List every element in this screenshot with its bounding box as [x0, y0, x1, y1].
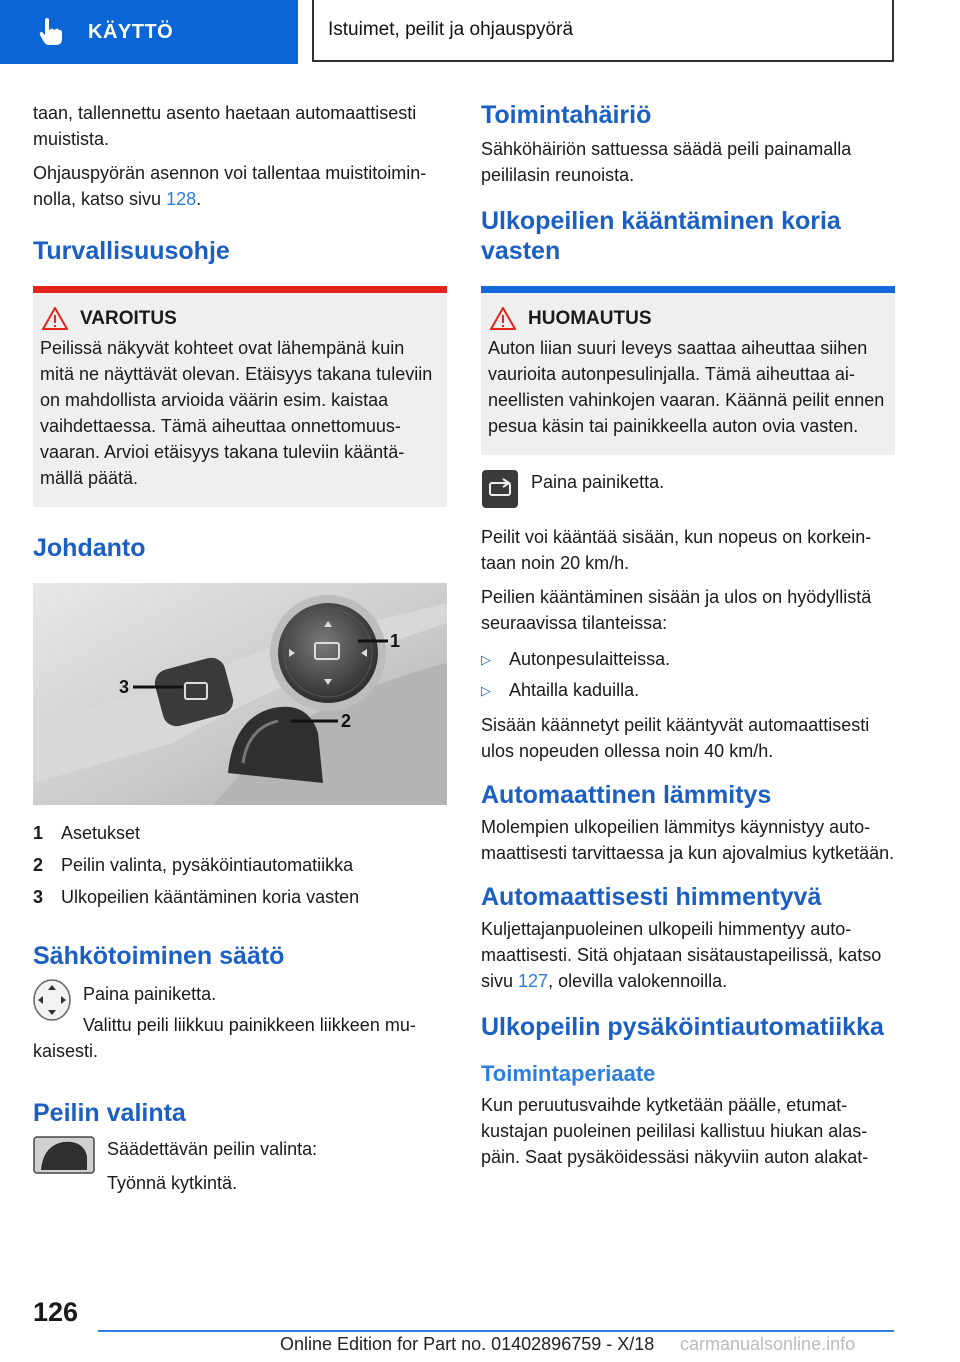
warning-text: Peilissä näkyvät kohteet ovat lähempänä kuin mitä ne näyttävät olevan. Etäisyys takana tuleviin on mahdollista arvioida väärin esim. kaistaa vaihdettaessa. Tämä aiheuttaa onnettomuusvaaran. Arvioi etäisyys takana tuleviin kääntämällä päätä. — [40, 338, 433, 488]
mirror-select-switch-icon — [33, 1136, 95, 1179]
fold-mirror-button-icon — [481, 469, 519, 514]
legend-item: 1 Asetukset — [33, 823, 141, 843]
warning-box — [33, 286, 447, 507]
page-link-127[interactable]: 127 — [518, 971, 549, 991]
parking-heading: Ulkopeilin pysäköintiautomatiikka — [481, 1013, 884, 1041]
notice-text: Auton liian suuri leveys saattaa aiheuttaa siihen vaurioita autonpesulinjalla. Tämä aiheuttaa aineellisten vahinkojen vaaran. Käännä peilit ennen pesua käsin tai painikkeella auton ovia vasten. — [488, 338, 885, 436]
fault-heading: Toimintahäiriö — [481, 101, 652, 129]
left-column — [33, 100, 447, 1204]
intro-paragraph-1: taan, tallennettu asento haetaan automaattisesti muistista. — [33, 103, 417, 149]
edition-text: Online Edition for Part no. 01402896759 - X/18 — [280, 1334, 655, 1354]
watermark-text: carmanualsonline.info — [680, 1334, 856, 1354]
triangle-bullet-icon: ▷ — [481, 652, 491, 667]
fold-usage-text: Peilien kääntäminen sisään ja ulos on hyödyllistä seuraavissa tilanteissa: — [481, 587, 872, 633]
fold-button-instruction: Paina painiketta. — [531, 472, 665, 492]
mirror-select-instruction: Työnnä kytkintä. — [107, 1173, 238, 1193]
intro-heading: Johdanto — [33, 534, 146, 562]
electric-adjust-text: Valittu peili liikkuu painikkeen liikkeen mukaisesti. — [33, 1015, 416, 1061]
mirror-select-text: Säädettävän peilin valinta: — [107, 1139, 318, 1159]
legend-item: 3 Ulkopeilien kääntäminen koria vasten — [33, 887, 360, 907]
warning-triangle-icon — [40, 307, 70, 331]
mirror-adjust-button-icon — [33, 979, 71, 1026]
principle-text: Kun peruutusvaihde kytketään päälle, etumatkustajan puoleinen peililasi kallistuu hiukan alaspäin. Saat pysäköidessäsi näkyviin auton alakat- — [481, 1095, 869, 1167]
warning-title: VAROITUS — [80, 308, 177, 329]
fault-text: Sähköhäiriön sattuessa säädä peili painamalla peililasin reunoista. — [481, 139, 852, 185]
page-number: 126 — [33, 1297, 79, 1327]
notice-triangle-icon — [488, 307, 518, 331]
heating-text: Molempien ulkopeilien lämmitys käynnistyy automaattisesti tarvittaessa ja kun ajovalmius kytketään. — [481, 817, 895, 863]
section-tab[interactable] — [0, 0, 298, 64]
list-item: ▷ Ahtailla kaduilla. — [481, 675, 895, 706]
dimming-text: Kuljettajanpuoleinen ulkopeili himmentyy automaattisesti. Sitä ohjataan sisätaustapeilissä, katso sivu 127, olevilla valokennoilla. — [481, 919, 882, 991]
principle-heading: Toimintaperiaate — [481, 1061, 656, 1086]
fold-auto-text: Sisään käännetyt peilit kääntyvät automaattisesti ulos nopeuden ollessa noin 40 km/h. — [481, 715, 870, 761]
mirror-control-photo — [33, 583, 447, 805]
callout-3: 3 — [119, 677, 130, 697]
callout-1: 1 — [390, 631, 401, 651]
triangle-bullet-icon: ▷ — [481, 683, 491, 698]
chapter-title: Istuimet, peilit ja ohjauspyörä — [328, 19, 574, 40]
notice-box — [481, 286, 895, 455]
section-title: KÄYTTÖ — [88, 20, 174, 43]
fold-heading: Ulkopeilien kääntäminen koria vasten — [481, 207, 841, 265]
page-link-128[interactable]: 128 — [166, 189, 197, 209]
intro-paragraph-2: Ohjauspyörän asennon voi tallentaa muistitoiminnolla, katso sivu 128. — [33, 163, 427, 209]
mirror-select-heading: Peilin valinta — [33, 1099, 186, 1127]
mirror-select-row — [33, 1136, 447, 1204]
fold-button-row — [481, 469, 895, 514]
notice-title: HUOMAUTUS — [528, 308, 652, 329]
dimming-heading: Automaattisesti himmentyvä — [481, 883, 822, 911]
right-column — [481, 100, 895, 1178]
pointing-hand-icon — [36, 17, 66, 47]
electric-adjust-instruction: Paina painiketta. — [83, 984, 217, 1004]
safety-heading: Turvallisuusohje — [33, 237, 230, 265]
fold-speed-text: Peilit voi kääntää sisään, kun nopeus on korkeintaan noin 20 km/h. — [481, 527, 872, 573]
electric-adjust-heading: Sähkötoiminen säätö — [33, 942, 285, 970]
legend-list — [33, 817, 447, 913]
callout-2: 2 — [341, 711, 352, 731]
footer-divider — [98, 1330, 894, 1332]
fold-usage-list — [481, 644, 895, 706]
chapter-tab[interactable] — [312, 0, 894, 62]
heating-heading: Automaattinen lämmitys — [481, 781, 772, 809]
list-item: ▷ Autonpesulaitteissa. — [481, 644, 895, 675]
legend-item: 2 Peilin valinta, pysäköintiautomatiikka — [33, 855, 354, 875]
